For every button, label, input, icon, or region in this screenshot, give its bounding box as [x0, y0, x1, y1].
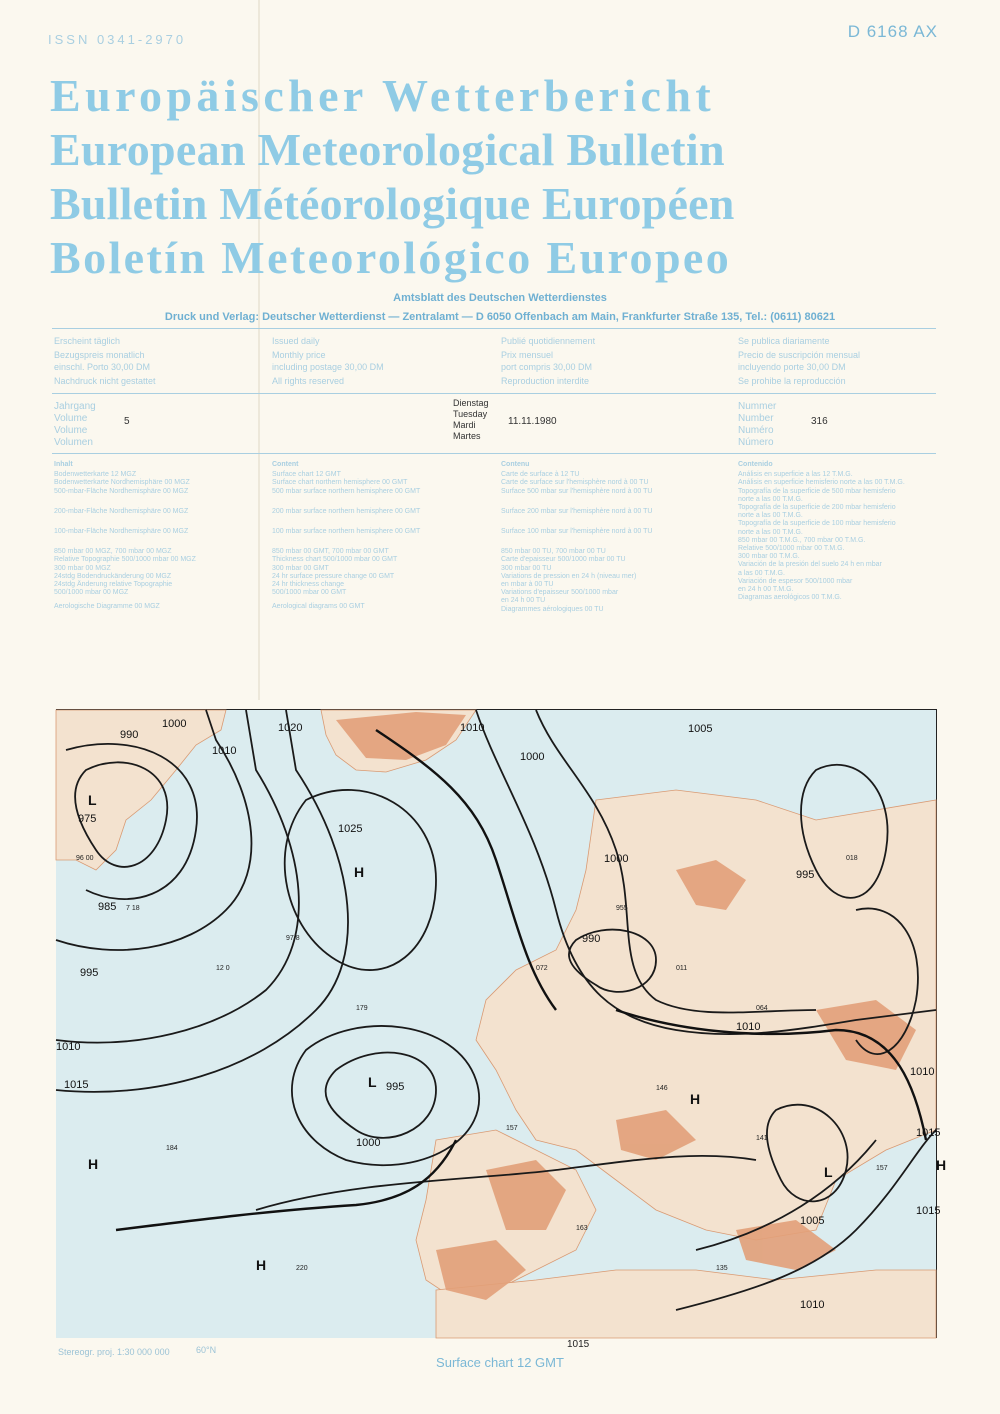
pressure-label: 995 [80, 967, 99, 979]
contents-item: Topografía de la superficie de 100 mbar hemisferio [738, 520, 896, 528]
low-center: L [88, 792, 97, 808]
cold-front [116, 1140, 456, 1230]
contents-item: norte a las 00 T.M.G. [738, 528, 803, 536]
low-center: L [368, 1074, 377, 1090]
pressure-label: 985 [98, 901, 117, 913]
weekday: Mardi [453, 420, 476, 430]
contents-item: Bodenwetterkarte 12 MGZ [54, 471, 137, 479]
station-plot: 141 [756, 1135, 768, 1142]
contents-heading: Content [272, 461, 299, 468]
pressure-label: 1010 [460, 722, 485, 734]
contents-spanish [738, 461, 905, 602]
contents-item: Surface chart 12 GMT [272, 471, 341, 479]
contents-item: Surface 100 mbar sur l'hemisphère nord à 00 TU [501, 528, 653, 536]
relief-middle-east [736, 1220, 836, 1270]
volume-label: Volume [54, 425, 88, 436]
pressure-label: 1015 [64, 1079, 89, 1091]
contents-item: Relative Topographie 500/1000 mbar 00 MGZ [54, 556, 196, 564]
map-caption: Surface chart 12 GMT [436, 1355, 564, 1370]
pressure-label: 990 [582, 933, 601, 945]
pressure-label: 1025 [338, 823, 363, 835]
contents-item: 850 mbar 00 GMT, 700 mbar 00 GMT [272, 548, 389, 556]
info-line: including postage 30,00 DM [272, 362, 384, 372]
info-line: Se publica diariamente [738, 336, 830, 346]
contents-item: Thickness chart 500/1000 mbar 00 GMT [272, 556, 398, 564]
station-plot: 179 [356, 1005, 368, 1012]
surface-weather-map [56, 709, 947, 1338]
station-plot: 184 [166, 1145, 178, 1152]
info-line: Publié quotidiennement [501, 336, 596, 346]
info-line: Reproduction interdite [501, 376, 590, 386]
station-plot: 135 [716, 1265, 728, 1272]
pressure-label: 1000 [604, 853, 629, 865]
pressure-label: 1000 [520, 751, 545, 763]
contents-item: 500 mbar surface northern hemisphere 00 GMT [272, 487, 421, 495]
publisher-line: Druck und Verlag: Deutscher Wetterdienst — Zentralamt — D 6050 Offenbach am Main, Frankfurter Straße 135, Tel.: (0611) 80621 [164, 311, 836, 323]
info-line: incluyendo porte 30,00 DM [738, 362, 846, 372]
contents-item: 850 mbar 00 MGZ, 700 mbar 00 MGZ [54, 548, 172, 556]
station-plot: 955 [616, 905, 628, 912]
high-center: H [256, 1257, 267, 1273]
number-label: Numéro [738, 425, 774, 436]
contents-item: Carte d'epaisseur 500/1000 mbar 00 TU [501, 556, 626, 564]
weekday: Tuesday [453, 409, 488, 419]
number-label: Número [738, 437, 774, 448]
contents-item: Topografía de la superficie de 500 mbar hemisferio [738, 487, 896, 495]
contents-item: Topografía de la superficie de 200 mbar hemisferio [738, 504, 896, 512]
number-label: Number [738, 413, 774, 424]
pressure-label: 1005 [688, 723, 713, 735]
info-line: Nachdruck nicht gestattet [54, 376, 156, 386]
pressure-label: 1010 [56, 1041, 81, 1053]
contents-heading: Contenido [738, 461, 773, 468]
pressure-label: 1010 [800, 1299, 825, 1311]
issue-number: 316 [811, 416, 828, 427]
land-greenland [56, 710, 226, 870]
pressure-label: 995 [796, 869, 815, 881]
weekday: Martes [453, 431, 481, 441]
contents-item: Diagrammes aérologiques 00 TU [501, 605, 604, 613]
weekday: Dienstag [453, 398, 489, 408]
station-plot: 072 [536, 965, 548, 972]
contents-item: Análisis en superficie hemisferio norte a las 00 T.M.G. [738, 479, 905, 487]
pressure-label: 1010 [736, 1021, 761, 1033]
contents-item: 200 mbar surface northern hemisphere 00 GMT [272, 507, 421, 515]
number-labels [738, 401, 776, 449]
contents-item: Aerological diagrams 00 GMT [272, 603, 365, 611]
volume-value: 5 [124, 416, 130, 427]
contents-item: en 24 h 00 T.M.G. [738, 586, 794, 594]
number-label: Nummer [738, 401, 777, 412]
contents-item: 200-mbar-Fläche Nordhemisphäre 00 MGZ [54, 507, 189, 515]
issue-date: 11.11.1980 [508, 416, 557, 427]
station-plot: 157 [506, 1125, 518, 1132]
high-center: H [936, 1157, 947, 1173]
contents-item: 850 mbar 00 TU, 700 mbar 00 TU [501, 548, 606, 556]
pressure-label: 1020 [278, 722, 303, 734]
info-line: Erscheint täglich [54, 336, 121, 346]
bottom-pressure-label: 1015 [567, 1339, 590, 1350]
isobar [326, 1053, 436, 1138]
station-plot: 7 18 [126, 905, 140, 912]
high-center: H [690, 1091, 701, 1107]
title-french: Bulletin Météorologique Européen [50, 178, 735, 229]
contents-item: 300 mbar 00 T.M.G. [738, 553, 800, 561]
contents-item: a las 00 T.M.G. [738, 569, 785, 577]
contents-item: norte a las 00 T.M.G. [738, 512, 803, 520]
contents-item: Surface 200 mbar sur l'hemisphère nord à 00 TU [501, 507, 653, 515]
info-line: einschl. Porto 30,00 DM [54, 362, 151, 372]
volume-label: Volumen [54, 437, 93, 448]
station-plot: 064 [756, 1005, 768, 1012]
pressure-label: 975 [78, 813, 97, 825]
info-line: Se prohibe la reproducción [738, 376, 846, 386]
station-plot: 97 8 [286, 935, 300, 942]
contents-item: 100 mbar surface northern hemisphere 00 GMT [272, 528, 421, 536]
contents-item: Variación de espesor 500/1000 mbar [738, 577, 853, 585]
info-line: Prix mensuel [501, 350, 554, 360]
contents-item: Análisis en superficie a las 12 T.M.G. [738, 471, 853, 479]
contents-item: 300 mbar 00 GMT [272, 564, 329, 572]
volume-labels [54, 401, 96, 449]
contents-item: Carte de surface sur l'hemisphère nord à 00 TU [501, 479, 649, 487]
contents-item: 24stdg Änderung relative Topographie [54, 581, 173, 589]
contents-item: Carte de surface à 12 TU [501, 471, 580, 479]
pressure-label: 1010 [212, 745, 237, 757]
high-center: H [88, 1156, 99, 1172]
contents-heading: Contenu [501, 461, 530, 468]
contents-item: 850 mbar 00 T.M.G., 700 mbar 00 T.M.G. [738, 536, 866, 544]
latitude-note: 60°N [196, 1345, 217, 1355]
high-center: H [354, 864, 365, 880]
volume-label: Jahrgang [54, 401, 96, 412]
contents-item: en mbar à 00 TU [501, 581, 554, 589]
issn-number: ISSN 0341-2970 [48, 32, 187, 47]
pressure-label: 1010 [910, 1066, 935, 1078]
contents-item: Bodenwetterkarte Nordhemisphäre 00 MGZ [54, 479, 190, 487]
contents-item: Aerologische Diagramme 00 MGZ [54, 603, 160, 611]
info-german [54, 335, 156, 387]
contents-item: norte a las 00 T.M.G. [738, 495, 803, 503]
contents-item: en 24 h 00 TU [501, 597, 546, 605]
contents-item: 24 hr thickness change [272, 581, 344, 589]
contents-item: 500-mbar-Fläche Nordhemisphäre 00 MGZ [54, 487, 189, 495]
info-line: Monthly price [272, 350, 326, 360]
info-english [272, 335, 384, 387]
info-line: Issued daily [272, 336, 320, 346]
info-french [501, 335, 595, 387]
pressure-label: 1000 [356, 1137, 381, 1149]
contents-item: 300 mbar 00 TU [501, 564, 552, 572]
divider-middle [52, 393, 936, 394]
contents-item: Surface 500 mbar sur l'hemisphère nord à 00 TU [501, 487, 653, 495]
station-plot: 12 0 [216, 965, 230, 972]
info-line: Bezugspreis monatlich [54, 350, 145, 360]
station-plot: 018 [846, 855, 858, 862]
pressure-label: 1005 [800, 1215, 825, 1227]
isobar [285, 790, 436, 970]
contents-item: 24stdg Bodendruckänderung 00 MGZ [54, 572, 172, 580]
contents-item: 24 hr surface pressure change 00 GMT [272, 572, 395, 580]
map-canvas [56, 710, 947, 1338]
contents-item: Diagramas aerológicos 00 T.M.G. [738, 594, 842, 602]
info-line: port compris 30,00 DM [501, 362, 593, 372]
contents-german [54, 461, 196, 612]
divider-bottom [52, 453, 936, 454]
contents-item: 300 mbar 00 MGZ [54, 564, 111, 572]
info-line: All rights reserved [272, 376, 345, 386]
contents-item: 500/1000 mbar 00 MGZ [54, 589, 129, 597]
contents-item: Relative 500/1000 mbar 00 T.M.G. [738, 545, 845, 553]
contents-item: Variations de pression en 24 h (niveau mer) [501, 572, 637, 580]
title-german: Europäischer Wetterbericht [50, 70, 716, 121]
station-plot: 011 [676, 965, 688, 972]
contents-item: Surface chart northern hemisphere 00 GMT [272, 479, 408, 487]
contents-heading: Inhalt [54, 461, 73, 468]
pressure-label: 1015 [916, 1205, 941, 1217]
pressure-label: 990 [120, 729, 139, 741]
contents-item: Variations d'epaisseur 500/1000 mbar [501, 589, 619, 597]
divider-top [52, 328, 936, 329]
low-center: L [824, 1164, 833, 1180]
station-plot: 146 [656, 1085, 668, 1092]
contents-item: 500/1000 mbar 00 GMT [272, 589, 347, 597]
station-plot: 96 00 [76, 855, 94, 862]
station-plot: 163 [576, 1225, 588, 1232]
contents-item: Variación de la presión del suelo 24 h en mbar [738, 561, 882, 569]
weekday-labels [453, 398, 489, 442]
pressure-label: 1000 [162, 718, 187, 730]
title-english: European Meteorological Bulletin [50, 124, 725, 175]
station-plot: 220 [296, 1265, 308, 1272]
pressure-label: 1015 [916, 1127, 941, 1139]
info-line: Precio de suscripción mensual [738, 350, 861, 360]
contents-item: 100-mbar-Fläche Nordhemisphäre 00 MGZ [54, 528, 189, 536]
publication-code: D 6168 AX [847, 22, 938, 41]
station-plot: 157 [876, 1165, 888, 1172]
amtsblatt-line: Amtsblatt des Deutschen Wetterdienstes [393, 292, 607, 304]
projection-note: Stereogr. proj. 1:30 000 000 [58, 1347, 170, 1357]
volume-label: Volume [54, 413, 88, 424]
pressure-label: 995 [386, 1081, 405, 1093]
contents-english [272, 461, 420, 612]
info-spanish [738, 335, 860, 387]
contents-french [501, 461, 652, 614]
title-spanish: Boletín Meteorológico Europeo [50, 232, 732, 283]
